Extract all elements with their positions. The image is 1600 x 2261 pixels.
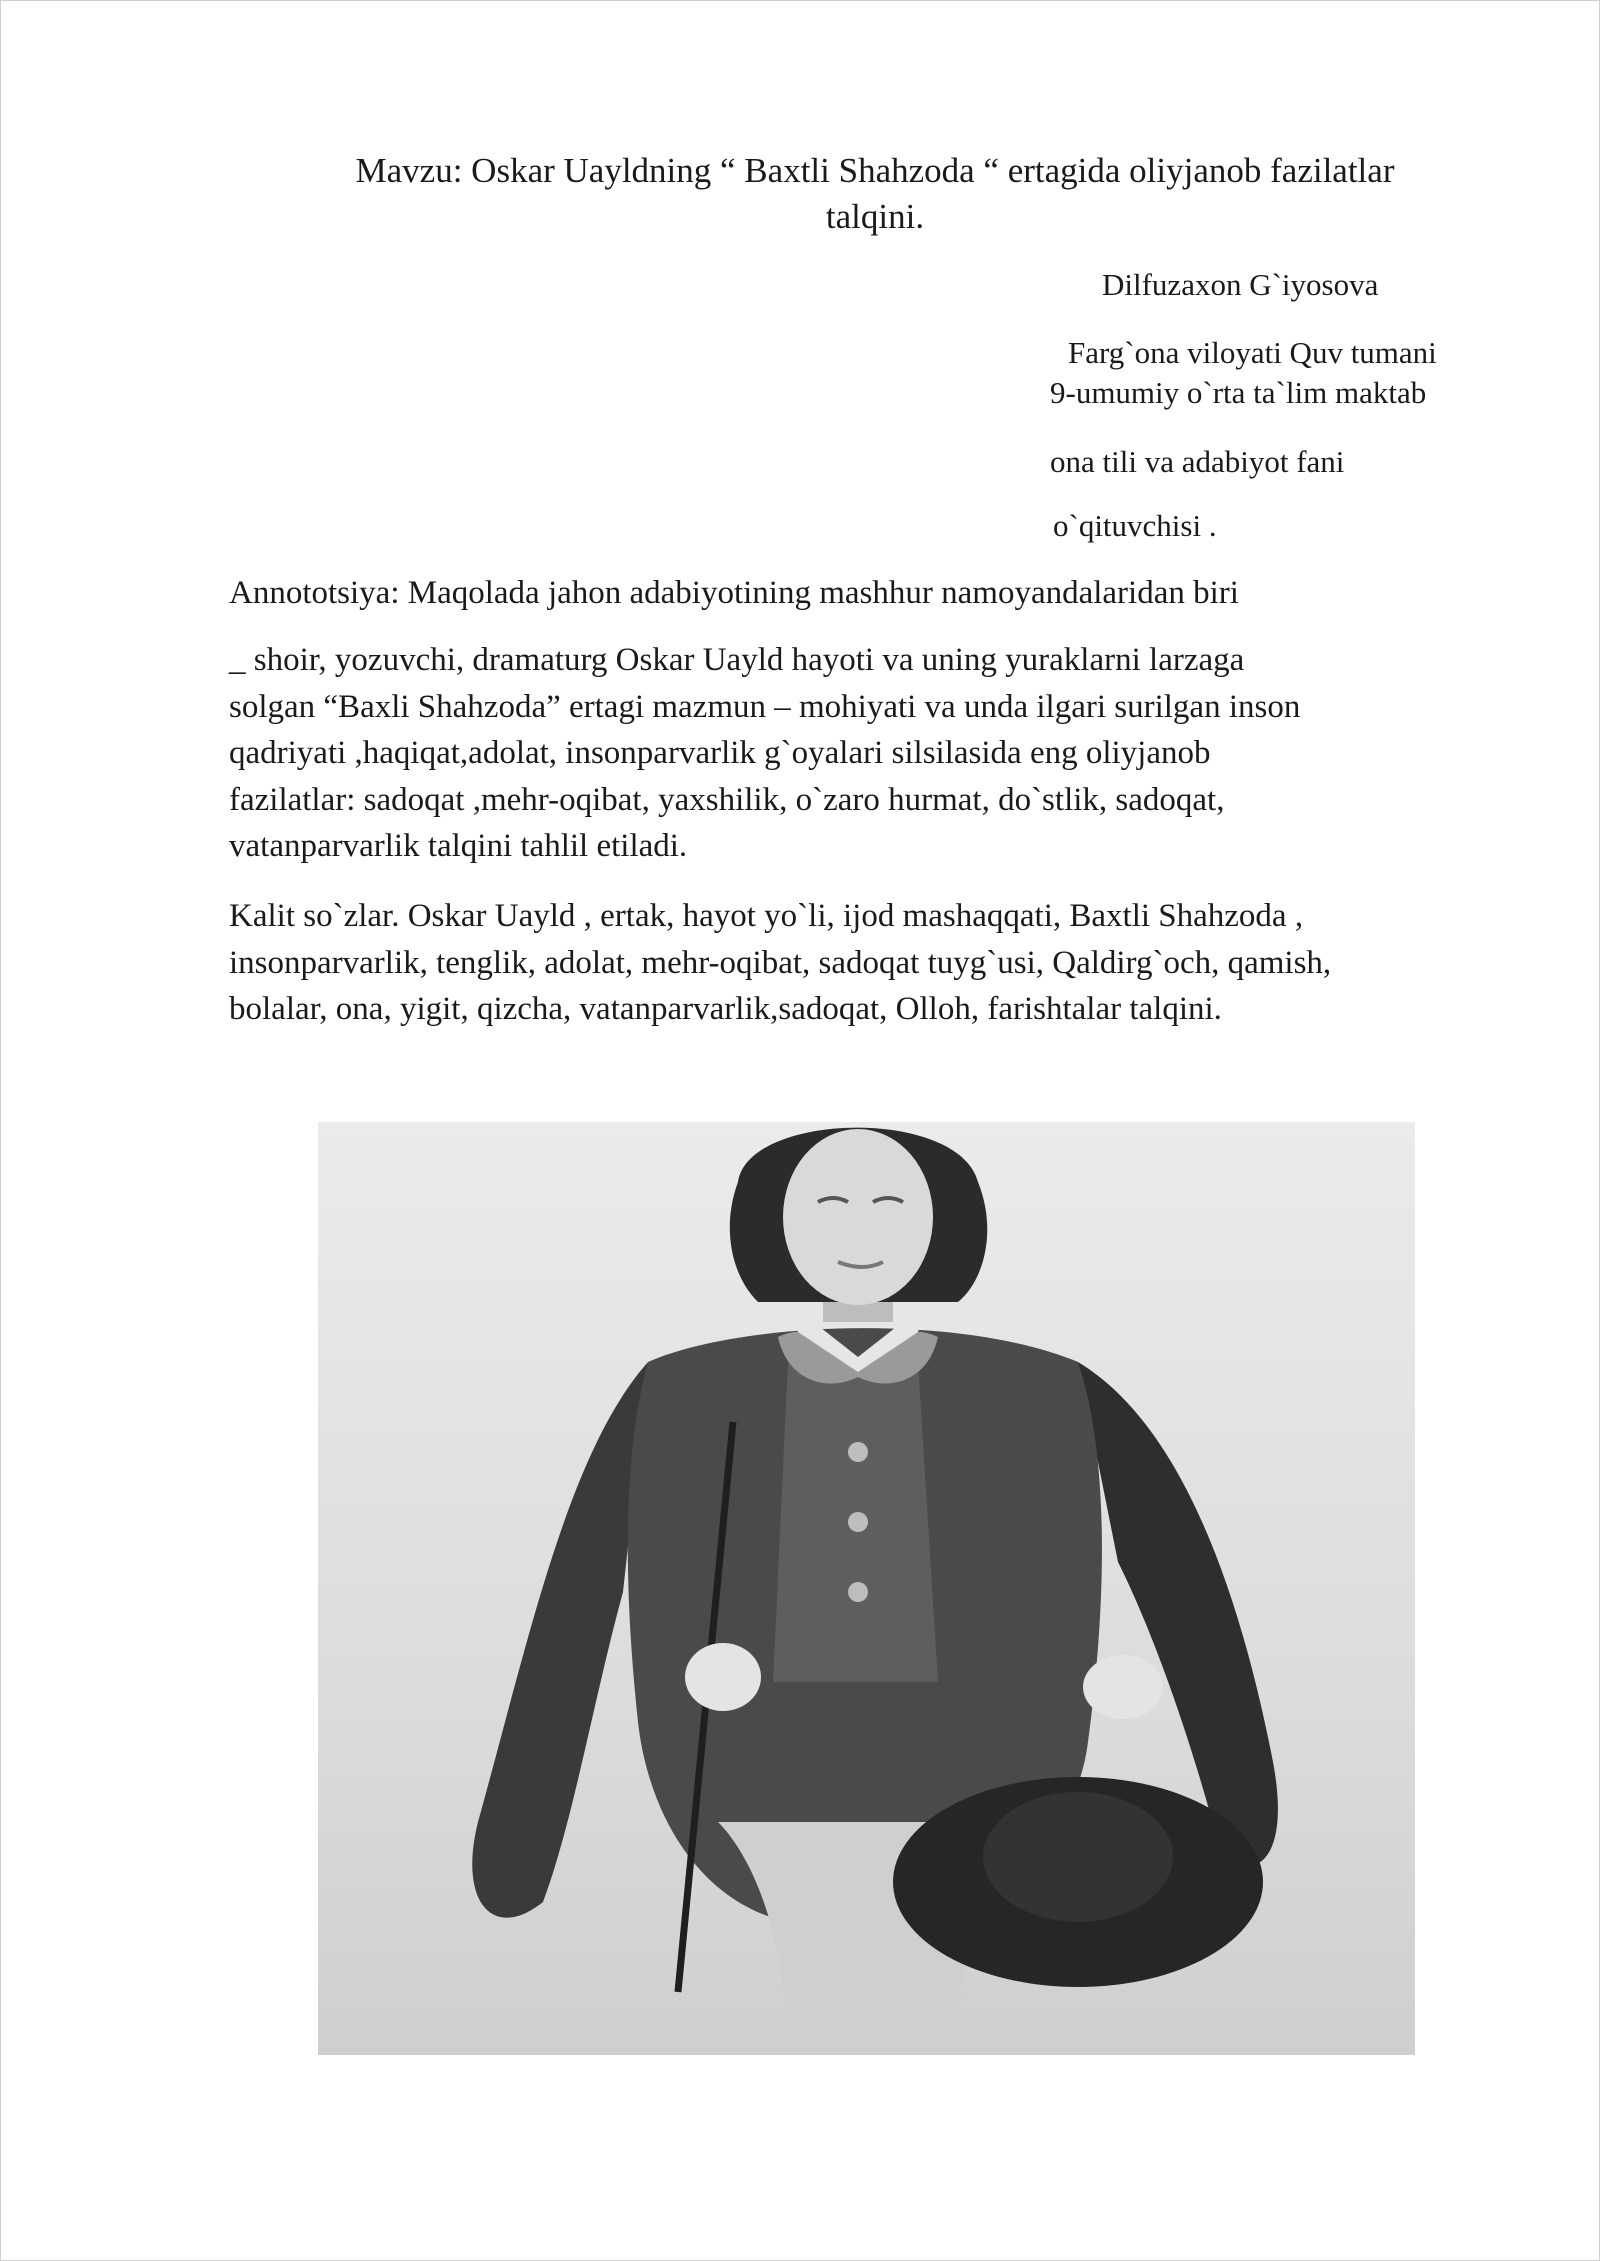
annotation-line: qadriyati ,haqiqat,adolat, insonparvarlik g`oyalari silsilasida eng oliyjanob [229,735,1211,771]
annotation-line: fazilatlar: sadoqat ,mehr-oqibat, yaxshilik, o`zaro hurmat, do`stlik, sadoqat, [229,781,1225,818]
author-name: Dilfuzaxon G`iyosova [1102,267,1379,302]
portrait-illustration [318,1122,1415,2055]
keywords-line: bolalar, ona, yigit, qizcha, vatanparvarlik,sadoqat, Olloh, farishtalar talqini. [229,991,1222,1027]
annotation-line: _ shoir, yozuvchi, dramaturg Oskar Uayld hayoti va uning yuraklarni larzaga [229,642,1245,678]
annotation-heading [229,570,1529,617]
keywords-paragraph [229,893,1529,1033]
author-role-line-1: ona tili va adabiyot fani [1050,444,1345,479]
author-affiliation-line-2: 9-umumiy o`rta ta`lim maktab [1050,375,1427,410]
keywords-line: Kalit so`zlar. Oskar Uayld , ertak, hayot yo`li, ijod mashaqqati, Baxtli Shahzoda , [229,898,1304,934]
annotation-line: solgan “Baxli Shahzoda” ertagi mazmun – mohiyati va unda ilgari surilgan inson [229,688,1301,725]
annotation-line: Annototsiya: Maqolada jahon adabiyotining mashhur namoyandalaridan biri [229,575,1239,611]
author-affiliation-line-1: Farg`ona viloyati Quv tumani [1068,335,1437,370]
title-line-2: talqini. [825,197,925,236]
keywords-line: insonparvarlik, tenglik, adolat, mehr-oqibat, sadoqat tuyg`usi, Qaldirg`och, qamish, [229,944,1332,981]
annotation-paragraph [229,637,1529,870]
portrait-photo [318,1122,1415,2055]
title-line-1: Mavzu: Oskar Uayldning “ Baxtli Shahzoda “ ertagida oliyjanob fazilatlar [355,151,1395,190]
page-title [300,148,1450,240]
annotation-line: vatanparvarlik talqini tahlil etiladi. [229,828,688,864]
author-role-line-2: o`qituvchisi . [1053,508,1217,543]
